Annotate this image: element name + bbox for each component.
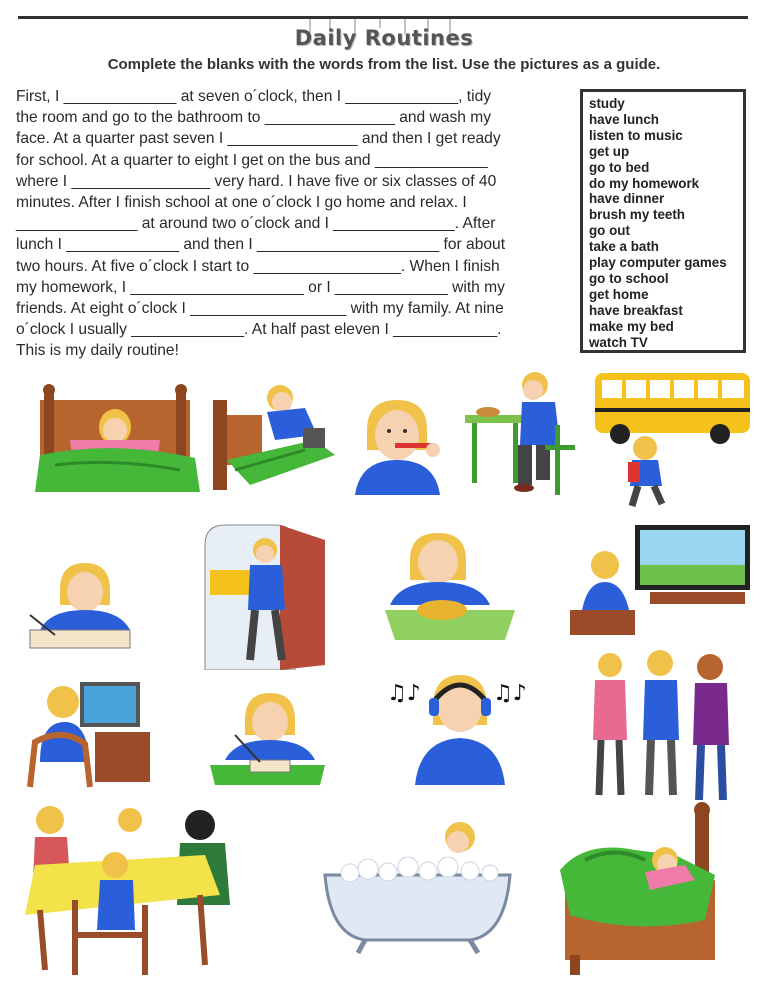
passage-line: First, I _____________ at seven o´clock, then I _____________, tidy: [16, 88, 492, 105]
word-list-item: play computer games: [589, 255, 727, 271]
word-list-item: have lunch: [589, 111, 659, 127]
passage-line: ______________ at around two o´clock and I ______________. After: [16, 215, 496, 233]
word-list-item: brush my teeth: [589, 207, 685, 223]
passage-line: o´clock I usually _____________. At half past eleven I ____________.: [16, 321, 502, 339]
passage-line: face. At a quarter past seven I _______________ and then I get ready: [16, 130, 501, 148]
passage-line: for school. At a quarter to eight I get on the bus and _____________: [16, 151, 488, 169]
word-list-item: do my homework: [589, 175, 700, 191]
instructions: Complete the blanks with the words from the list. Use the pictures as a guide.: [107, 56, 661, 73]
homework-icon: [205, 690, 330, 790]
word-list-item: get up: [589, 143, 630, 159]
have-lunch-icon: [380, 530, 520, 645]
word-list-item: go to bed: [589, 159, 650, 175]
go-to-bed-icon: [545, 800, 755, 980]
page-title: Daily Routines: [294, 26, 474, 50]
word-list-item: have dinner: [589, 191, 665, 207]
passage-line: my homework, I ____________________ or I _____________ with my: [16, 278, 505, 296]
passage-text: [16, 86, 578, 362]
word-list-item: watch TV: [589, 334, 648, 350]
go-out-friends-icon: [575, 645, 755, 805]
computer-games-icon: [25, 672, 155, 792]
passage-line: This is my daily routine!: [16, 342, 179, 360]
watch-tv-icon: [570, 520, 755, 640]
word-list-item: have breakfast: [589, 302, 683, 318]
word-list-item: make my bed: [589, 318, 674, 334]
word-list-box: [580, 89, 746, 353]
word-list-item: go out: [589, 223, 630, 239]
take-bath-icon: [320, 815, 515, 955]
school-bus-icon: [590, 368, 755, 508]
word-list-item: listen to music: [589, 127, 683, 143]
svg-text:♫♪: ♫♪: [387, 681, 421, 706]
word-list-item: get home: [589, 286, 649, 302]
word-list-item: go to school: [589, 270, 669, 286]
passage-line: two hours. At five o´clock I start to _________________. When I finish: [16, 257, 500, 275]
make-bed-icon: [205, 380, 340, 495]
brush-teeth-icon: [345, 395, 450, 495]
passage-line: minutes. After I finish school at one o´clock I go home and relax. I: [16, 194, 467, 212]
word-list-item: study: [589, 96, 625, 111]
wake-up-in-bed-icon: [30, 380, 205, 495]
listen-music-icon: [385, 670, 535, 785]
study-icon: [25, 560, 135, 650]
passage-line: lunch I _____________ and then I _____________________ for about: [16, 236, 506, 254]
passage-line: friends. At eight o´clock I __________________ with my family. At nine: [16, 300, 504, 318]
word-list-item: take a bath: [589, 239, 659, 255]
breakfast-icon: [460, 370, 580, 500]
passage-line: where I ________________ very hard. I have five or six classes of 40: [16, 172, 497, 190]
svg-text:♫♪: ♫♪: [493, 681, 527, 706]
get-home-icon: [200, 520, 335, 670]
passage-line: the room and go to the bathroom to _______________ and wash my: [16, 109, 492, 127]
family-dinner-icon: [15, 795, 265, 980]
